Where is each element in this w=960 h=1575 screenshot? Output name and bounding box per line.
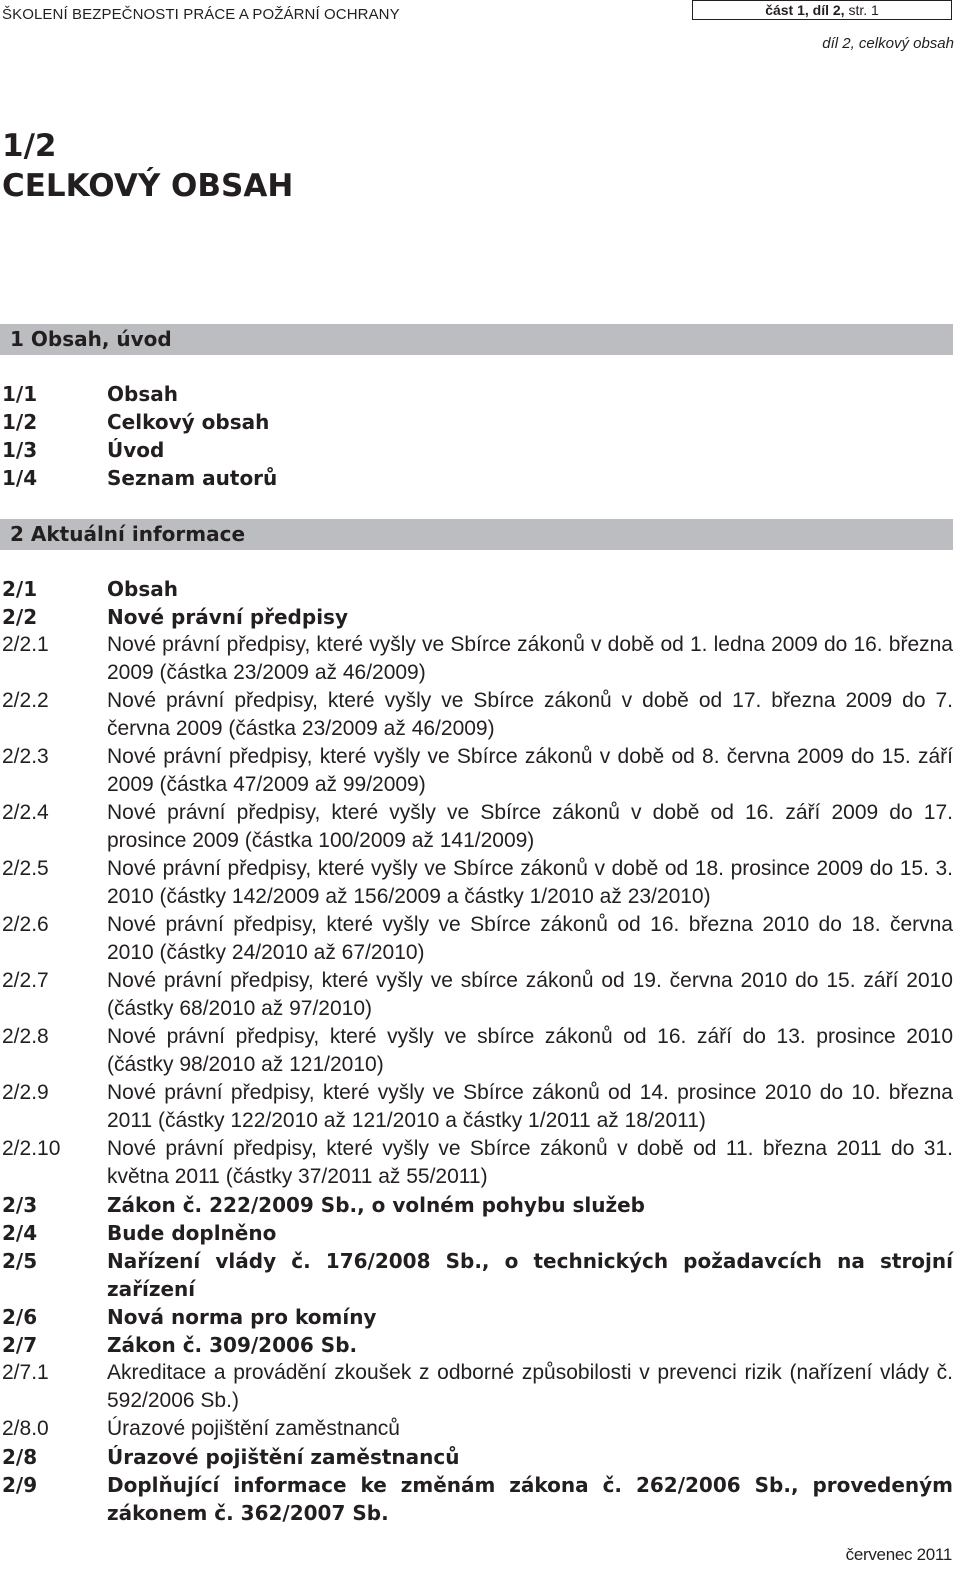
toc-entry: [0, 799, 953, 855]
toc-entry-number: 2/3: [2, 1193, 38, 1217]
page-ref-part: část 1, díl 2,: [765, 2, 845, 18]
toc-entry: [0, 1331, 953, 1359]
toc-entry-title: Doplňující informace ke změnám zákona č. 262/2006 Sb., provedeným zákonem č. 362/2007 Sb.: [107, 1473, 953, 1525]
toc-entry-number: 2/2.9: [2, 1081, 49, 1104]
toc-entry-number: 2/2.4: [2, 801, 49, 824]
toc-entry: [0, 1191, 953, 1219]
toc-entry-title: Nové právní předpisy, které vyšly ve Sbírce zákonů v době od 18. prosince 2009 do 15. 3. 2010 (částky 142/2009 až 156/2009 a částky 1/2010 až 23/2010): [107, 857, 953, 908]
toc-entry-number: 2/2.3: [2, 745, 49, 768]
toc-entry: [0, 1247, 953, 1303]
toc-entry-number: 2/2.8: [2, 1025, 49, 1048]
toc-entry: [0, 436, 953, 464]
toc-entry-number: 2/7: [2, 1333, 38, 1357]
toc-entry-title: Bude doplněno: [107, 1221, 277, 1245]
toc-entry-number: 2/8.0: [2, 1417, 49, 1440]
toc-entry-title: Obsah: [107, 382, 178, 406]
toc-entry: [0, 1359, 953, 1415]
toc-entry: [0, 911, 953, 967]
toc-entry: [0, 1471, 953, 1527]
toc-entry: [0, 1079, 953, 1135]
toc-entry-title: Nové právní předpisy, které vyšly ve sbírce zákonů od 19. června 2010 do 15. září 2010 (částky 68/2010 až 97/2010): [107, 969, 953, 1020]
footer-date: červenec 2011: [845, 1545, 952, 1564]
section-heading: 2 Aktuální informace: [0, 519, 953, 550]
toc-entry-title: Nové právní předpisy, které vyšly ve Sbírce zákonů v době od 1. ledna 2009 do 16. března 2009 (částka 23/2009 až 46/2009): [107, 633, 953, 684]
title-text: CELKOVÝ OBSAH: [2, 168, 294, 204]
toc-entry-title: Nové právní předpisy: [107, 605, 348, 629]
section-heading: 1 Obsah, úvod: [0, 324, 953, 355]
toc-entry-title: Nová norma pro komíny: [107, 1305, 377, 1329]
toc-entry-number: 2/1: [2, 577, 38, 601]
toc-entry-number: 2/8: [2, 1445, 38, 1469]
toc-entry: [0, 631, 953, 687]
toc-entry: [0, 743, 953, 799]
toc-entry-number: 1/4: [2, 466, 38, 490]
toc-entry-title: Nové právní předpisy, které vyšly ve Sbírce zákonů od 14. prosince 2010 do 10. března 2011 (částky 122/2010 až 121/2010 a částky 1/2011 až 18/2011): [107, 1081, 953, 1132]
toc-entry-title: Nové právní předpisy, které vyšly ve Sbírce zákonů v době od 16. září 2009 do 17. prosince 2009 (částka 100/2009 až 141/2009): [107, 801, 953, 852]
table-of-contents: [0, 324, 953, 1527]
toc-entry: [0, 603, 953, 631]
running-title: ŠKOLENÍ BEZPEČNOSTI PRÁCE A POŽÁRNÍ OCHRANY: [2, 6, 400, 23]
toc-entry-number: 2/2.10: [2, 1137, 61, 1160]
page-ref-page: str. 1: [844, 2, 879, 18]
toc-entry-title: Zákon č. 222/2009 Sb., o volném pohybu služeb: [107, 1193, 645, 1217]
page-title: [2, 126, 293, 206]
toc-entry: [0, 1219, 953, 1247]
toc-entry-title: Seznam autorů: [107, 466, 278, 490]
toc-entry-title: Nové právní předpisy, které vyšly ve Sbírce zákonů v době od 8. června 2009 do 15. září 2009 (částka 47/2009 až 99/2009): [107, 745, 953, 796]
toc-entry: [0, 1135, 953, 1191]
toc-entry-title: Nové právní předpisy, které vyšly ve Sbírce zákonů v době od 17. března 2009 do 7. června 2009 (částka 23/2009 až 46/2009): [107, 689, 953, 740]
toc-entry-number: 2/2.1: [2, 633, 49, 656]
toc-entry: [0, 687, 953, 743]
toc-entry-number: 2/5: [2, 1249, 38, 1273]
toc-entry: [0, 464, 953, 492]
toc-entry-number: 2/7.1: [2, 1361, 49, 1384]
toc-entry-title: Úrazové pojištění zaměstnanců: [107, 1445, 460, 1469]
toc-entry-title: Nové právní předpisy, které vyšly ve sbírce zákonů od 16. září do 13. prosince 2010 (částky 98/2010 až 121/2010): [107, 1025, 953, 1076]
toc-entry-title: Nové právní předpisy, které vyšly ve Sbírce zákonů v době od 11. března 2011 do 31. května 2011 (částky 37/2011 až 55/2011): [107, 1137, 953, 1188]
toc-entry: [0, 1023, 953, 1079]
toc-entry: [0, 380, 953, 408]
toc-entry-title: Obsah: [107, 577, 178, 601]
toc-entry-number: 2/2: [2, 605, 38, 629]
toc-entry-number: 2/4: [2, 1221, 38, 1245]
toc-entry: [0, 1303, 953, 1331]
toc-entry-title: Nařízení vlády č. 176/2008 Sb., o technických požadavcích na strojní zařízení: [107, 1249, 953, 1301]
toc-entry-title: Nové právní předpisy, které vyšly ve Sbírce zákonů od 16. března 2010 do 18. června 2010 (částky 24/2010 až 67/2010): [107, 913, 953, 964]
toc-entry-number: 2/2.2: [2, 689, 49, 712]
toc-entry: [0, 855, 953, 911]
toc-entry: [0, 1443, 953, 1471]
toc-entry-number: 1/1: [2, 382, 38, 406]
toc-entry-title: Zákon č. 309/2006 Sb.: [107, 1333, 358, 1357]
toc-entry: [0, 1415, 953, 1443]
toc-entry: [0, 408, 953, 436]
toc-entry-title: Úrazové pojištění zaměstnanců: [107, 1417, 400, 1440]
section-subtitle: díl 2, celkový obsah: [822, 35, 954, 52]
toc-entry: [0, 967, 953, 1023]
toc-entry-number: 2/9: [2, 1473, 38, 1497]
toc-entry-title: Celkový obsah: [107, 410, 270, 434]
toc-entry-number: 1/3: [2, 438, 38, 462]
section-gap: [0, 492, 953, 519]
title-number: 1/2: [2, 128, 57, 164]
page-reference: [692, 0, 952, 20]
toc-entry: [0, 575, 953, 603]
toc-entry-number: 2/2.6: [2, 913, 49, 936]
toc-entry-number: 1/2: [2, 410, 38, 434]
toc-entry-number: 2/2.5: [2, 857, 49, 880]
toc-entry-title: Akreditace a provádění zkoušek z odborné způsobilosti v prevenci rizik (nařízení vlády č. 592/2006 Sb.): [107, 1361, 953, 1412]
toc-entry-title: Úvod: [107, 438, 165, 462]
toc-entry-number: 2/2.7: [2, 969, 49, 992]
toc-entry-number: 2/6: [2, 1305, 38, 1329]
